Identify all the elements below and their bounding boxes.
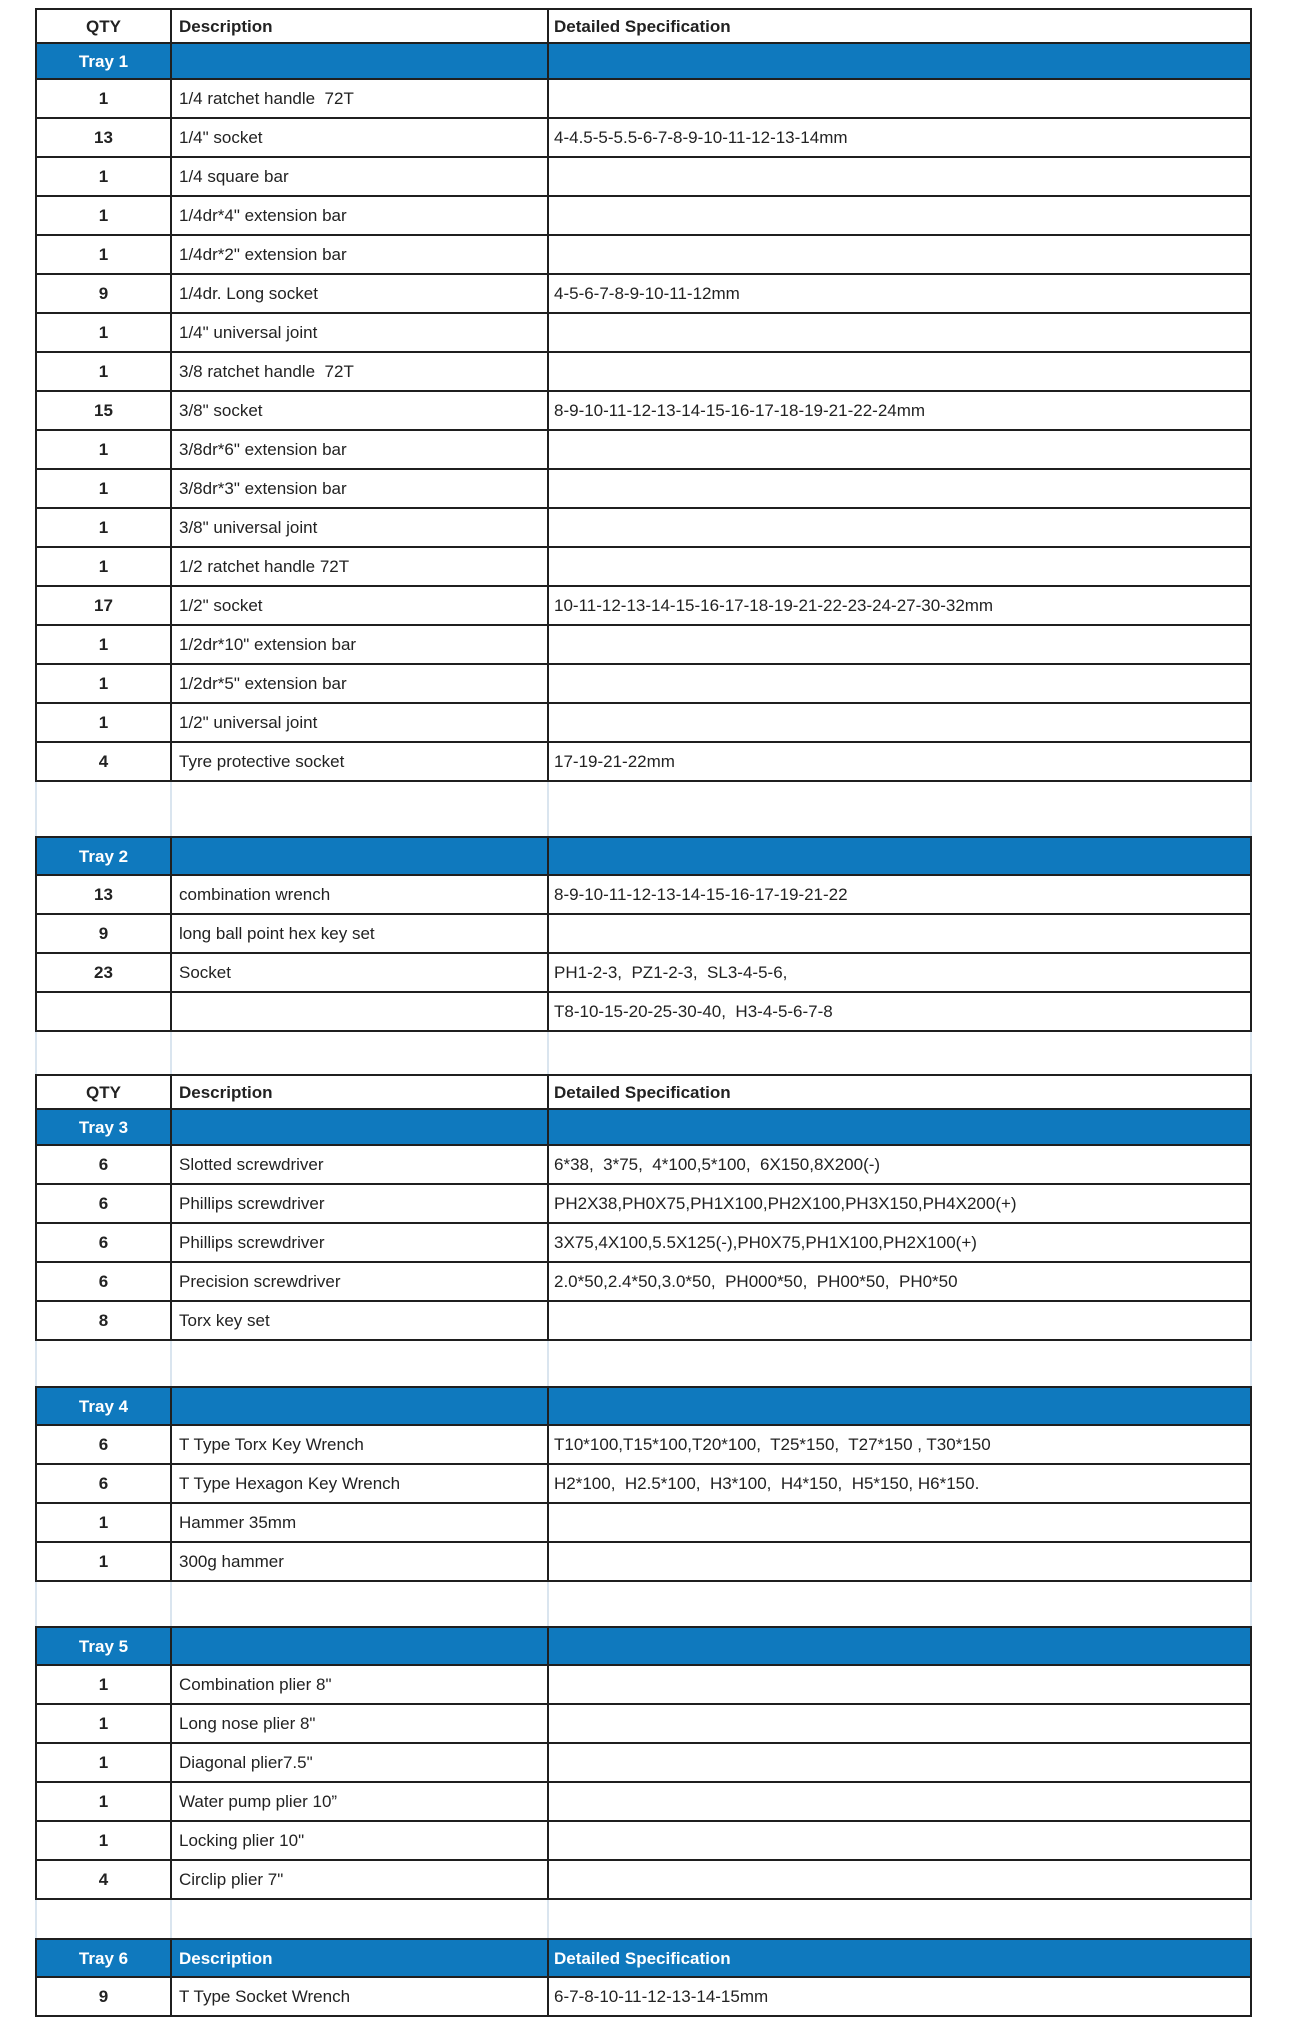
description-cell: T Type Hexagon Key Wrench <box>170 1465 547 1502</box>
qty-cell: 8 <box>98 1311 109 1330</box>
column-header-specification: Detailed Specification <box>547 1076 1250 1108</box>
table-section-3 <box>35 1074 1252 1341</box>
table-section-1 <box>35 8 1252 782</box>
table-row <box>37 312 1250 351</box>
gap-description-cell <box>170 782 547 836</box>
specification-cell: 6*38, 3*75, 4*100,5*100, 6X150,8X200(-) <box>547 1146 1250 1183</box>
specification-cell: T8-10-15-20-25-30-40, H3-4-5-6-7-8 <box>547 993 1250 1030</box>
tray-label: Tray 6 <box>78 1948 129 1968</box>
description-cell: Combination plier 8" <box>170 1666 547 1703</box>
table-row <box>37 1703 1250 1742</box>
description-cell: Tyre protective socket <box>170 743 547 780</box>
specification-cell <box>547 1822 1250 1859</box>
qty-cell: 9 <box>98 1987 109 2006</box>
specification-cell <box>547 626 1250 663</box>
qty-cell: 23 <box>94 963 113 982</box>
table-row <box>37 156 1250 195</box>
qty-cell: 15 <box>94 401 113 420</box>
specification-cell <box>547 314 1250 351</box>
column-header-row <box>37 1076 1250 1108</box>
specification-cell: PH1-2-3, PZ1-2-3, SL3-4-5-6, <box>547 954 1250 991</box>
qty-cell: 1 <box>98 167 109 186</box>
description-cell: Torx key set <box>170 1302 547 1339</box>
table-row <box>37 663 1250 702</box>
section-gap <box>35 1341 1252 1386</box>
column-header-qty: QTY <box>86 16 121 36</box>
table-row <box>37 952 1250 991</box>
description-cell: 3/8" socket <box>170 392 547 429</box>
specification-cell: 17-19-21-22mm <box>547 743 1250 780</box>
description-cell: Circlip plier 7" <box>170 1861 547 1898</box>
specification-cell: 4-5-6-7-8-9-10-11-12mm <box>547 275 1250 312</box>
tray-specification-label <box>547 1628 1250 1664</box>
table-section-5 <box>35 1626 1252 1900</box>
qty-cell: 1 <box>98 713 109 732</box>
tray-specification-label <box>547 1110 1250 1144</box>
description-cell: Phillips screwdriver <box>170 1224 547 1261</box>
specification-cell <box>547 1302 1250 1339</box>
description-cell: 1/4 square bar <box>170 158 547 195</box>
description-cell: Socket <box>170 954 547 991</box>
table-row <box>37 585 1250 624</box>
qty-cell <box>37 993 170 1030</box>
qty-cell: 9 <box>98 284 109 303</box>
section-gap <box>35 1582 1252 1626</box>
description-cell: T Type Torx Key Wrench <box>170 1426 547 1463</box>
table-row <box>37 195 1250 234</box>
tray-description-label <box>170 1110 547 1144</box>
specification-cell <box>547 1744 1250 1781</box>
qty-cell: 1 <box>98 89 109 108</box>
qty-cell: 1 <box>98 518 109 537</box>
specification-cell: 6-7-8-10-11-12-13-14-15mm <box>547 1978 1250 2015</box>
tray-description-label <box>170 1628 547 1664</box>
specification-cell: 10-11-12-13-14-15-16-17-18-19-21-22-23-24-27-30-32mm <box>547 587 1250 624</box>
description-cell <box>170 993 547 1030</box>
specification-cell <box>547 158 1250 195</box>
gap-description-cell <box>170 1341 547 1386</box>
qty-cell: 1 <box>98 323 109 342</box>
description-cell: 1/2dr*10" extension bar <box>170 626 547 663</box>
table-row <box>37 1976 1250 2015</box>
gap-specification-cell <box>547 782 1250 836</box>
table-row <box>37 624 1250 663</box>
table-row <box>37 1820 1250 1859</box>
table-row <box>37 234 1250 273</box>
specification-cell: 4-4.5-5-5.5-6-7-8-9-10-11-12-13-14mm <box>547 119 1250 156</box>
qty-cell: 13 <box>94 885 113 904</box>
description-cell: Diagonal plier7.5" <box>170 1744 547 1781</box>
table-row <box>37 390 1250 429</box>
table-row <box>37 1859 1250 1898</box>
description-cell: Hammer 35mm <box>170 1504 547 1541</box>
specification-cell <box>547 1783 1250 1820</box>
specification-cell <box>547 1705 1250 1742</box>
tray-label: Tray 1 <box>78 51 129 71</box>
description-cell: 1/2" universal joint <box>170 704 547 741</box>
table-row <box>37 1300 1250 1339</box>
table-row <box>37 78 1250 117</box>
table-section-4 <box>35 1386 1252 1582</box>
table-row <box>37 1664 1250 1703</box>
qty-cell: 4 <box>98 1870 109 1889</box>
tray-description-label: Description <box>170 1940 547 1976</box>
description-cell: 3/8dr*3" extension bar <box>170 470 547 507</box>
specification-cell <box>547 915 1250 952</box>
gap-description-cell <box>170 1900 547 1938</box>
qty-cell: 6 <box>98 1233 109 1252</box>
qty-cell: 1 <box>98 1792 109 1811</box>
table-row <box>37 991 1250 1030</box>
description-cell: 300g hammer <box>170 1543 547 1580</box>
spec-sheet <box>35 8 1252 2017</box>
tray-label: Tray 5 <box>78 1636 129 1656</box>
qty-cell: 6 <box>98 1272 109 1291</box>
qty-cell: 1 <box>98 206 109 225</box>
tray-description-label <box>170 44 547 78</box>
qty-cell: 1 <box>98 1714 109 1733</box>
table-row <box>37 1541 1250 1580</box>
gap-qty-cell <box>37 1032 170 1074</box>
table-row <box>37 351 1250 390</box>
table-row <box>37 1463 1250 1502</box>
qty-cell: 1 <box>98 1753 109 1772</box>
tray-header-row <box>37 1628 1250 1664</box>
specification-cell <box>547 1861 1250 1898</box>
description-cell: 1/4 ratchet handle 72T <box>170 80 547 117</box>
specification-cell <box>547 431 1250 468</box>
specification-cell <box>547 509 1250 546</box>
gap-qty-cell <box>37 1582 170 1626</box>
specification-cell <box>547 197 1250 234</box>
tray-description-label <box>170 838 547 874</box>
tray-header-row <box>37 1388 1250 1424</box>
description-cell: 3/8 ratchet handle 72T <box>170 353 547 390</box>
qty-cell: 1 <box>98 635 109 654</box>
qty-cell: 1 <box>98 1831 109 1850</box>
specification-cell: PH2X38,PH0X75,PH1X100,PH2X100,PH3X150,PH4X200(+) <box>547 1185 1250 1222</box>
section-gap <box>35 1032 1252 1074</box>
column-header-description: Description <box>170 1076 547 1108</box>
qty-cell: 17 <box>94 596 113 615</box>
specification-cell: 2.0*50,2.4*50,3.0*50, PH000*50, PH00*50, PH0*50 <box>547 1263 1250 1300</box>
description-cell: Locking plier 10" <box>170 1822 547 1859</box>
specification-cell: 3X75,4X100,5.5X125(-),PH0X75,PH1X100,PH2X100(+) <box>547 1224 1250 1261</box>
qty-cell: 1 <box>98 440 109 459</box>
column-header-row <box>37 10 1250 42</box>
qty-cell: 6 <box>98 1155 109 1174</box>
description-cell: Water pump plier 10” <box>170 1783 547 1820</box>
qty-cell: 1 <box>98 362 109 381</box>
description-cell: Slotted screwdriver <box>170 1146 547 1183</box>
qty-cell: 1 <box>98 557 109 576</box>
specification-cell <box>547 1504 1250 1541</box>
table-row <box>37 1144 1250 1183</box>
description-cell: Precision screwdriver <box>170 1263 547 1300</box>
description-cell: T Type Socket Wrench <box>170 1978 547 2015</box>
description-cell: 1/4dr. Long socket <box>170 275 547 312</box>
gap-description-cell <box>170 1032 547 1074</box>
table-row <box>37 507 1250 546</box>
description-cell: 3/8" universal joint <box>170 509 547 546</box>
gap-description-cell <box>170 1582 547 1626</box>
tray-header-row <box>37 1108 1250 1144</box>
gap-specification-cell <box>547 1032 1250 1074</box>
tray-specification-label: Detailed Specification <box>547 1940 1250 1976</box>
specification-cell <box>547 80 1250 117</box>
tray-label: Tray 2 <box>78 846 129 866</box>
table-row <box>37 429 1250 468</box>
description-cell: 1/2dr*5" extension bar <box>170 665 547 702</box>
description-cell: 1/4dr*4" extension bar <box>170 197 547 234</box>
gap-specification-cell <box>547 1582 1250 1626</box>
specification-cell <box>547 1666 1250 1703</box>
qty-cell: 6 <box>98 1435 109 1454</box>
section-gap <box>35 782 1252 836</box>
description-cell: 1/4" universal joint <box>170 314 547 351</box>
column-header-specification: Detailed Specification <box>547 10 1250 42</box>
table-row <box>37 468 1250 507</box>
tray-specification-label <box>547 1388 1250 1424</box>
table-row <box>37 1222 1250 1261</box>
table-row <box>37 117 1250 156</box>
description-cell: 1/4dr*2" extension bar <box>170 236 547 273</box>
description-cell: long ball point hex key set <box>170 915 547 952</box>
table-row <box>37 741 1250 780</box>
tray-specification-label <box>547 838 1250 874</box>
specification-cell <box>547 548 1250 585</box>
gap-specification-cell <box>547 1900 1250 1938</box>
qty-cell: 1 <box>98 1552 109 1571</box>
tray-header-row <box>37 1940 1250 1976</box>
specification-cell <box>547 665 1250 702</box>
description-cell: 1/2 ratchet handle 72T <box>170 548 547 585</box>
qty-cell: 9 <box>98 924 109 943</box>
description-cell: 3/8dr*6" extension bar <box>170 431 547 468</box>
table-row <box>37 1183 1250 1222</box>
specification-cell <box>547 470 1250 507</box>
specification-cell <box>547 704 1250 741</box>
gap-qty-cell <box>37 782 170 836</box>
gap-qty-cell <box>37 1900 170 1938</box>
description-cell: 1/4" socket <box>170 119 547 156</box>
table-row <box>37 1424 1250 1463</box>
table-row <box>37 1742 1250 1781</box>
tray-label: Tray 4 <box>78 1396 129 1416</box>
specification-cell <box>547 236 1250 273</box>
description-cell: Long nose plier 8" <box>170 1705 547 1742</box>
qty-cell: 1 <box>98 1513 109 1532</box>
qty-cell: 6 <box>98 1474 109 1493</box>
tray-specification-label <box>547 44 1250 78</box>
table-section-6 <box>35 1938 1252 2017</box>
specification-cell: 8-9-10-11-12-13-14-15-16-17-18-19-21-22-24mm <box>547 392 1250 429</box>
tray-header-row <box>37 42 1250 78</box>
description-cell: Phillips screwdriver <box>170 1185 547 1222</box>
table-row <box>37 702 1250 741</box>
qty-cell: 1 <box>98 674 109 693</box>
tray-label: Tray 3 <box>78 1117 129 1137</box>
specification-cell: 8-9-10-11-12-13-14-15-16-17-19-21-22 <box>547 876 1250 913</box>
qty-cell: 1 <box>98 479 109 498</box>
qty-cell: 1 <box>98 1675 109 1694</box>
table-section-2 <box>35 836 1252 1032</box>
table-row <box>37 913 1250 952</box>
specification-cell <box>547 353 1250 390</box>
column-header-qty: QTY <box>86 1082 121 1102</box>
section-gap <box>35 1900 1252 1938</box>
table-row <box>37 273 1250 312</box>
table-row <box>37 1261 1250 1300</box>
qty-cell: 1 <box>98 245 109 264</box>
specification-cell <box>547 1543 1250 1580</box>
qty-cell: 13 <box>94 128 113 147</box>
gap-specification-cell <box>547 1341 1250 1386</box>
table-row <box>37 1502 1250 1541</box>
specification-cell: H2*100, H2.5*100, H3*100, H4*150, H5*150, H6*150. <box>547 1465 1250 1502</box>
qty-cell: 4 <box>98 752 109 771</box>
column-header-description: Description <box>170 10 547 42</box>
description-cell: combination wrench <box>170 876 547 913</box>
description-cell: 1/2" socket <box>170 587 547 624</box>
table-row <box>37 1781 1250 1820</box>
tray-header-row <box>37 838 1250 874</box>
qty-cell: 6 <box>98 1194 109 1213</box>
table-row <box>37 874 1250 913</box>
table-row <box>37 546 1250 585</box>
gap-qty-cell <box>37 1341 170 1386</box>
specification-cell: T10*100,T15*100,T20*100, T25*150, T27*150 , T30*150 <box>547 1426 1250 1463</box>
tray-description-label <box>170 1388 547 1424</box>
